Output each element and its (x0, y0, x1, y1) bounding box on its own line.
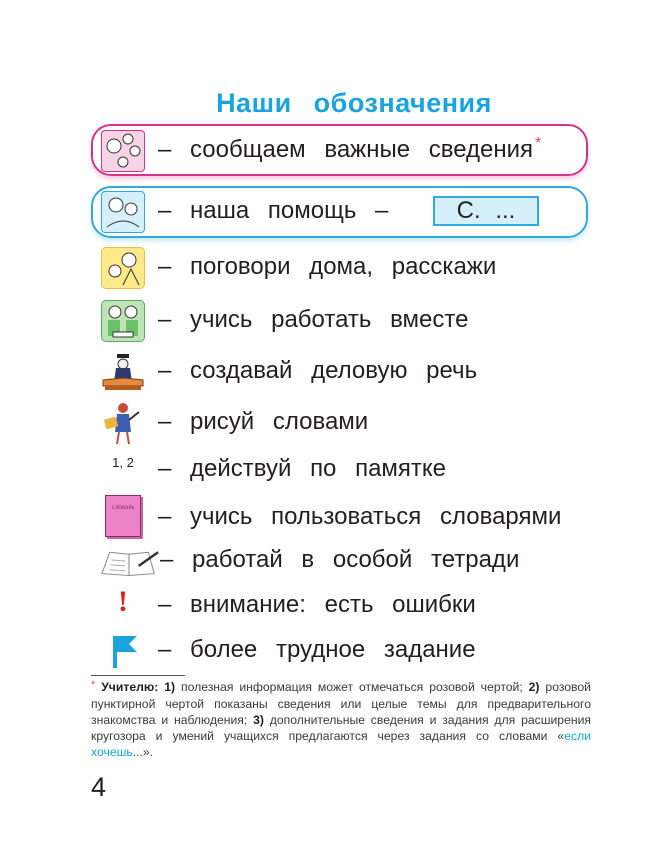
exclamation-icon: ! (118, 585, 128, 618)
legend-text: – действуй по памятке (158, 455, 447, 482)
if-you-want-phrase: если хочешь (91, 729, 591, 759)
legend-row-important (0, 130, 650, 170)
legend-text: – учись работать вместе (158, 306, 469, 333)
legend-text: – работай в особой тетради (160, 546, 520, 573)
dictionary-icon: СЛОВАРЬ (101, 495, 145, 537)
legend-row-work-together (0, 300, 650, 340)
legend-row-memo (0, 449, 650, 489)
legend-text: – поговори дома, расскажи (158, 253, 497, 280)
two-pupils-icon (101, 300, 145, 342)
legend-text: – учись пользоваться словарями (158, 503, 562, 530)
legend-row-hard-task (0, 630, 650, 670)
numbers-label: 1, 2 (112, 454, 134, 470)
legend-row-notebook (0, 540, 650, 580)
legend-row-business-speech (0, 351, 650, 391)
footnote-divider (91, 675, 185, 676)
legend-text: – более трудное задание (158, 636, 476, 663)
help-reference-box: С. ... (433, 196, 539, 226)
page-title: Наши обозначения (216, 88, 492, 118)
legend-text: – внимание: есть ошибки (158, 591, 476, 618)
painter-icon (101, 400, 145, 446)
notebook-pen-icon (100, 540, 160, 582)
helping-kids-icon (101, 191, 145, 233)
scholar-book-icon (101, 351, 145, 393)
parent-child-icon (101, 247, 145, 289)
teacher-footnote: * Учителю: 1) полезная информация может отмечаться розовой чертой; 2) розовой пунктирной чертой показаны сведения или целые темы для предварительного знакомства и наблюдения; 3) дополнительные сведения и задания для расширения кругозора и умений учащихся предлагаются через задания со словами «если хочешь...». (91, 679, 591, 759)
legend-row-draw-words (0, 402, 650, 442)
legend-row-help (0, 191, 650, 231)
faces-icon (101, 130, 145, 172)
legend-text: – создавай деловую речь (158, 357, 478, 384)
legend-row-attention (0, 585, 650, 625)
legend-row-dictionary (0, 497, 650, 537)
legend-text: – сообщаем важные сведения * (158, 135, 542, 163)
page-number: 4 (91, 772, 107, 802)
blue-flag-icon (101, 630, 145, 672)
legend-text: – рисуй словами (158, 408, 369, 435)
legend-text: – наша помощь – (158, 197, 389, 224)
legend-row-talk-home (0, 247, 650, 287)
